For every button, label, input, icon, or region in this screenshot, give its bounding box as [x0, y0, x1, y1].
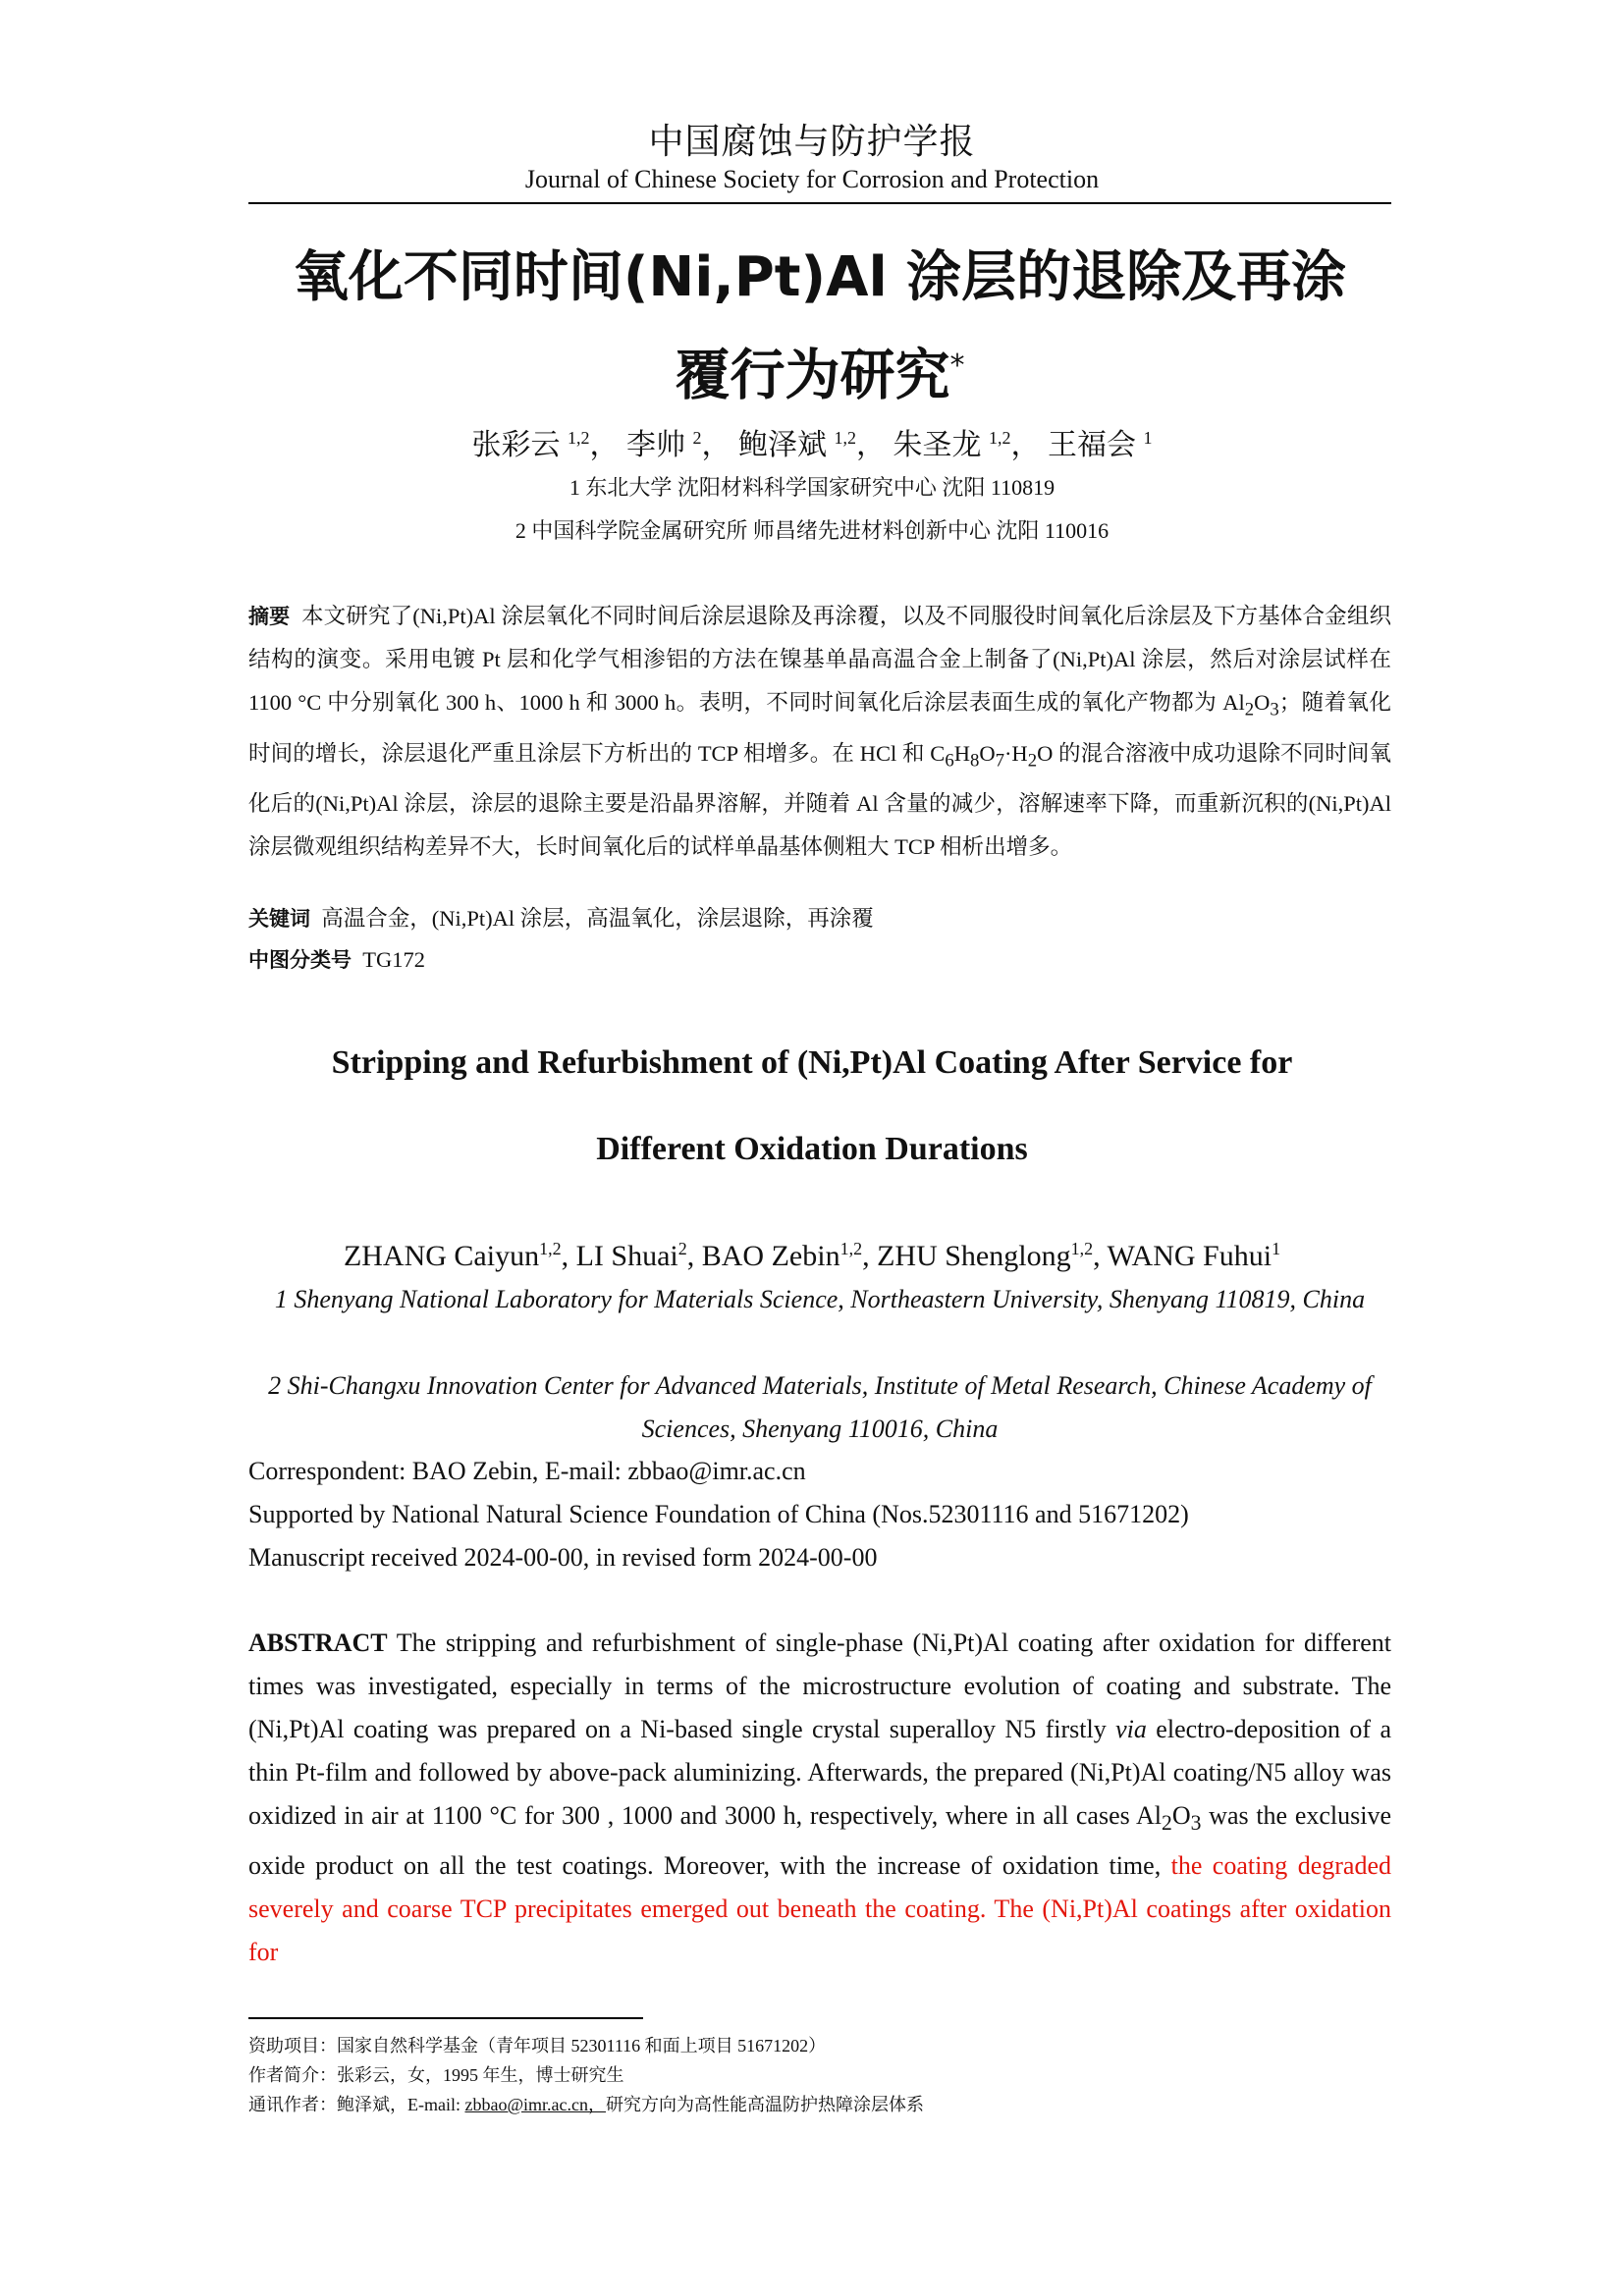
- paper-title-cn-line2: [248, 322, 1391, 421]
- author-sep: ，: [589, 429, 620, 461]
- paper-title-cn-line1: 氧化不同时间(Ni,Pt)Al 涂层的退除及再涂: [293, 245, 1347, 309]
- header-rule: [248, 202, 1391, 204]
- affiliation-en-1: 1 Shenyang National Laboratory for Materials Science, Northeastern University, Shenyang 110819, China: [274, 1285, 1366, 1313]
- author-sup: 1: [1143, 428, 1153, 448]
- subscript: 7: [995, 750, 1004, 771]
- author-cn: [472, 429, 620, 461]
- affiliation-en-2: 2 Shi-Changxu Innovation Center for Advanced Materials, Institute of Metal Research, Chinese Academy of Sciences, Shenyang 110016, China: [268, 1371, 1372, 1443]
- author-sup: 2: [677, 1239, 687, 1258]
- author-name: 李帅: [626, 429, 685, 461]
- footnote-author-bio: 作者简介：张彩云，女，1995 年生，博士研究生: [248, 2065, 624, 2085]
- paper-title-cn-line2-text: 覆行为研究: [675, 344, 950, 408]
- abstract-en-text: O: [1171, 1801, 1191, 1830]
- author-name: 鲍泽斌: [738, 429, 827, 461]
- author-sup: 1,2: [539, 1239, 562, 1258]
- subscript: 3: [1190, 1811, 1202, 1836]
- author-en: [344, 1240, 576, 1272]
- abstract-cn-text: O: [979, 740, 996, 766]
- author-sep: ,: [862, 1240, 878, 1272]
- paper-title-cn: [248, 234, 1391, 421]
- classification-cn-text: TG172: [362, 947, 425, 972]
- abstract-cn-text: O 的混合溶液中成功退除不同时间氧化后的(Ni,Pt)Al 涂层，涂层的退除主要是沿晶界溶解，并随着 Al 含量的减少，溶解速率下降，而重新沉积的(Ni,Pt)Al 涂层微观组织结构差异不大，长时间氧化后的试样单晶基体侧粗大 TCP 相析出增多。: [248, 740, 1392, 859]
- footnote-corresponding: [248, 2091, 924, 2116]
- footnote-funding: 资助项目：国家自然科学基金（青年项目 52301116 和面上项目 51671202）: [248, 2036, 827, 2056]
- footnote-corr-prefix: 通讯作者：鲍泽斌，E-mail:: [248, 2095, 465, 2114]
- abstract-en-text: was the exclusive oxide product on all the test coatings. Moreover, with the increase of oxidation time,: [248, 1801, 1392, 1881]
- abstract-cn-text: H: [953, 740, 970, 766]
- keywords-cn: [248, 901, 874, 933]
- subscript: 2: [1244, 699, 1255, 721]
- subscript: 6: [945, 750, 954, 771]
- author-sep: ，: [1010, 429, 1041, 461]
- abstract-en-text: electro-deposition of a thin Pt-film and followed by above-pack aluminizing. Afterwards, the prepared (Ni,Pt)Al coating/N5 alloy was oxidized in air at 1100 °C for 300 , 1000 and 3000 h, respectively, where in all cases Al: [248, 1715, 1392, 1830]
- author-sep: ，: [701, 429, 731, 461]
- author-sup: 1,2: [1070, 1239, 1094, 1258]
- abstract-en-highlight: the coating degraded severely and coarse TCP precipitates emerged out beneath the coating. The (Ni,Pt)Al coatings after oxidation for: [248, 1851, 1391, 1967]
- paper-title-en-line1: Stripping and Refurbishment of (Ni,Pt)Al Coating After Service for: [331, 1044, 1293, 1081]
- footnote-email-link[interactable]: zbbao@imr.ac.cn，: [464, 2095, 607, 2114]
- affiliation-cn-2: 2 中国科学院金属研究所 师昌绪先进材料创新中心 沈阳 110016: [514, 518, 1110, 543]
- supported-by-line: Supported by National Natural Science Foundation of China (Nos.52301116 and 51671202): [248, 1500, 1189, 1528]
- title-footnote-mark: *: [949, 348, 965, 383]
- author-sep: ，: [856, 429, 886, 461]
- author-name: 王福会: [1048, 429, 1136, 461]
- author-sup: 1,2: [989, 428, 1011, 448]
- authors-cn: [0, 420, 1624, 463]
- abstract-en-italic: via: [1115, 1715, 1147, 1743]
- classification-cn-label: 中图分类号: [248, 948, 352, 972]
- author-en: [576, 1240, 702, 1272]
- author-name: LI Shuai: [575, 1240, 678, 1272]
- author-cn: [738, 429, 886, 461]
- classification-cn: [248, 944, 425, 974]
- author-name: ZHU Shenglong: [877, 1240, 1071, 1272]
- author-sep: ,: [561, 1240, 576, 1272]
- abstract-cn-label: 摘要: [248, 605, 291, 628]
- abstract-en: [248, 1622, 1391, 1974]
- abstract-cn-text: ·H: [1003, 740, 1028, 766]
- author-name: ZHANG Caiyun: [343, 1240, 540, 1272]
- subscript: 2: [1027, 750, 1038, 771]
- abstract-en-text: The stripping and refurbishment of single-phase (Ni,Pt)Al coating after oxidation for different times was investigated, especially in terms of the microstructure evolution of coating and substrate. The (Ni,Pt)Al coating was prepared on a Ni-based single crystal superalloy N5 firstly: [248, 1629, 1391, 1743]
- paper-title-en-line2: Different Oxidation Durations: [596, 1131, 1028, 1167]
- footnote-rule: [248, 2017, 643, 2019]
- author-cn: [1048, 429, 1153, 461]
- author-en: [1108, 1240, 1281, 1272]
- abstract-cn-text: O: [1254, 690, 1271, 715]
- abstract-en-label: ABSTRACT: [248, 1629, 388, 1657]
- author-name: 朱圣龙: [893, 429, 982, 461]
- author-en: [702, 1240, 877, 1272]
- author-sup: 1: [1272, 1239, 1281, 1258]
- journal-title-cn: 中国腐蚀与防护学报: [648, 122, 976, 161]
- abstract-cn-text: 本文研究了(Ni,Pt)Al 涂层氧化不同时间后涂层退除及再涂覆，以及不同服役时间氧化后涂层及下方基体合金组织结构的演变。采用电镀 Pt 层和化学气相渗铝的方法在镍基单晶高温合金上制备了(Ni,Pt)Al 涂层，然后对涂层试样在 1100 °C 中分别氧化 300 h、1000 h 和 3000 h。表明，不同时间氧化后涂层表面生成的氧化产物都为 Al: [248, 604, 1392, 715]
- keywords-cn-text: 高温合金，(Ni,Pt)Al 涂层，高温氧化，涂层退除，再涂覆: [321, 906, 874, 931]
- affiliation-cn-1: 1 东北大学 沈阳材料科学国家研究中心 沈阳 110819: [568, 475, 1056, 500]
- author-sup: 1,2: [568, 428, 590, 448]
- author-sup: 1,2: [839, 1239, 863, 1258]
- author-name: BAO Zebin: [701, 1240, 840, 1272]
- subscript: 3: [1270, 699, 1279, 721]
- abstract-cn: [248, 595, 1391, 869]
- author-cn: [893, 429, 1041, 461]
- author-sep: ,: [1093, 1240, 1108, 1272]
- journal-title-en: Journal of Chinese Society for Corrosion and Protection: [524, 165, 1100, 193]
- author-cn: [626, 429, 731, 461]
- footnote-corr-suffix: 研究方向为高性能高温防护热障涂层体系: [606, 2095, 925, 2114]
- author-en: [877, 1240, 1107, 1272]
- subscript: 8: [969, 750, 980, 771]
- keywords-cn-label: 关键词: [248, 907, 310, 931]
- subscript: 2: [1162, 1811, 1172, 1836]
- author-name: 张彩云: [471, 429, 561, 461]
- author-sep: ,: [686, 1240, 702, 1272]
- correspondent-line: Correspondent: BAO Zebin, E-mail: zbbao@imr.ac.cn: [248, 1457, 806, 1485]
- authors-en: [0, 1239, 1624, 1273]
- abstract-cn-text: ；随着氧化时间的增长，涂层退化严重且涂层下方析出的 TCP 相增多。在 HCl 和 C: [248, 690, 1391, 766]
- manuscript-line: Manuscript received 2024-00-00, in revised form 2024-00-00: [248, 1543, 878, 1572]
- author-sup: 1,2: [834, 428, 856, 448]
- author-sup: 2: [692, 428, 702, 448]
- author-name: WANG Fuhui: [1107, 1240, 1272, 1272]
